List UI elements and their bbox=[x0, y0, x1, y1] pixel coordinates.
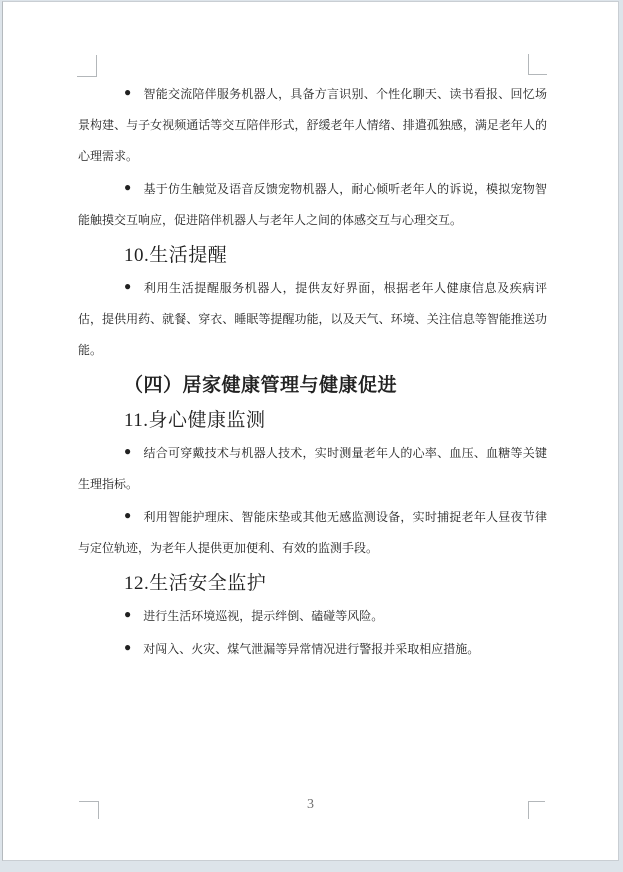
page-number: 3 bbox=[307, 797, 314, 812]
document-body bbox=[78, 77, 547, 665]
text-boundary-mark-top-right-icon bbox=[528, 54, 547, 75]
bullet-paragraph: ● 利用生活提醒服务机器人，提供友好界面，根据老年人健康信息及疾病评估，提供用药、就餐、穿衣、睡眠等提醒功能，以及天气、环境、关注信息等智能推送功能。 bbox=[78, 279, 547, 357]
text-boundary-mark-top-left-icon bbox=[77, 55, 97, 77]
bullet-paragraph: ● 对闯入、火灾、煤气泄漏等异常情况进行警报并采取相应措施。 bbox=[124, 640, 480, 656]
document-page bbox=[2, 1, 619, 861]
bullet-icon: ● bbox=[124, 607, 132, 621]
bullet-icon: ● bbox=[124, 444, 132, 458]
bullet-icon: ● bbox=[124, 279, 132, 293]
bullet-icon: ● bbox=[124, 640, 132, 654]
bullet-paragraph: ● 智能交流陪伴服务机器人，具备方言识别、个性化聊天、读书看报、回忆场景构建、与子女视频通话等交互陪伴形式，舒缓老年人情绪、排遣孤独感，满足老年人的心理需求。 bbox=[78, 85, 547, 163]
bullet-icon: ● bbox=[124, 85, 132, 99]
bullet-paragraph: ● 利用智能护理床、智能床垫或其他无感监测设备，实时捕捉老年人昼夜节律与定位轨迹，为老年人提供更加便利、有效的监测手段。 bbox=[78, 508, 547, 555]
section-heading: 11.身心健康监测 bbox=[124, 410, 266, 431]
bullet-paragraph: ● 结合可穿戴技术与机器人技术，实时测量老年人的心率、血压、血糖等关键生理指标。 bbox=[78, 444, 547, 491]
section-heading: （四）居家健康管理与健康促进 bbox=[124, 375, 398, 396]
section-heading: 10.生活提醒 bbox=[124, 245, 228, 266]
bullet-paragraph: ● 基于仿生触觉及语音反馈宠物机器人，耐心倾听老年人的诉说，模拟宠物智能触摸交互响应，促进陪伴机器人与老年人之间的体感交互与心理交互。 bbox=[78, 180, 547, 227]
section-heading: 12.生活安全监护 bbox=[124, 573, 267, 594]
bullet-icon: ● bbox=[124, 508, 132, 522]
bullet-icon: ● bbox=[124, 180, 132, 194]
bullet-paragraph: ● 进行生活环境巡视，提示绊倒、磕碰等风险。 bbox=[124, 607, 384, 623]
